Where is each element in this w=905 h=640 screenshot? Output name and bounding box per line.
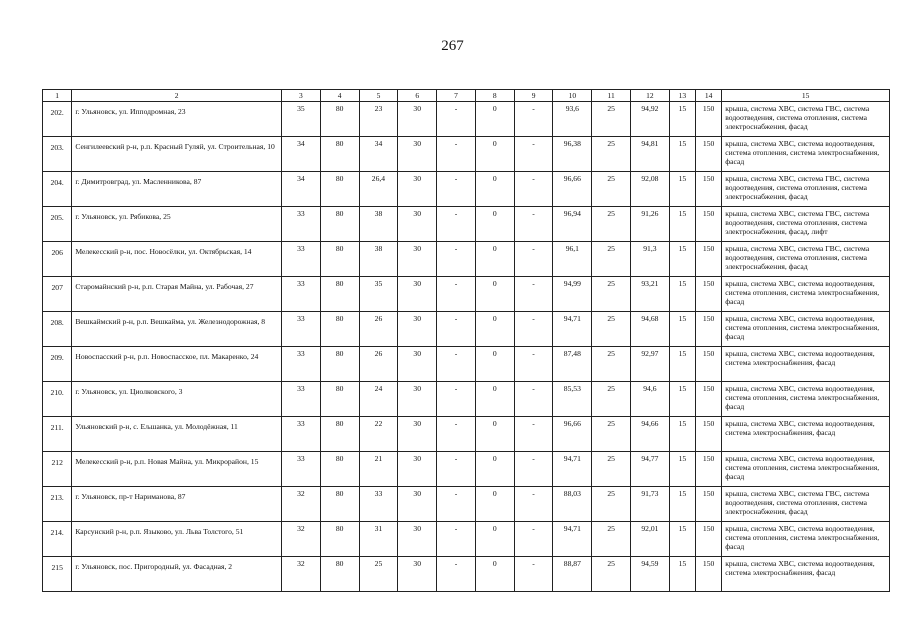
value-cell: 15 <box>669 102 695 137</box>
value-cell: 15 <box>669 312 695 347</box>
works-cell: крыша, система ХВС, система водоотведения, система отопления, система электроснабжения, фасад <box>722 137 890 172</box>
value-cell: 94,66 <box>631 417 670 452</box>
address-cell: Сенгилеевский р-н, р.п. Красный Гуляй, ул. Строительная, 10 <box>72 137 282 172</box>
column-header: 10 <box>553 90 592 102</box>
value-cell: 0 <box>475 487 514 522</box>
value-cell: 150 <box>696 277 722 312</box>
works-cell: крыша, система ХВС, система водоотведения, система электроснабжения, фасад <box>722 347 890 382</box>
value-cell: 38 <box>359 242 398 277</box>
value-cell: 15 <box>669 557 695 592</box>
value-cell: 96,66 <box>553 172 592 207</box>
value-cell: 33 <box>281 242 320 277</box>
value-cell: 30 <box>398 137 437 172</box>
table-row <box>43 417 890 452</box>
value-cell: - <box>514 207 553 242</box>
works-cell: крыша, система ХВС, система ГВС, система водоотведения, система отопления, система электроснабжения, фасад <box>722 172 890 207</box>
table-row <box>43 102 890 137</box>
value-cell: 15 <box>669 417 695 452</box>
works-cell: крыша, система ХВС, система ГВС, система водоотведения, система отопления, система электроснабжения, фасад <box>722 102 890 137</box>
value-cell: 150 <box>696 172 722 207</box>
value-cell: 80 <box>320 102 359 137</box>
table-row <box>43 452 890 487</box>
value-cell: - <box>437 487 476 522</box>
value-cell: 30 <box>398 487 437 522</box>
works-cell: крыша, система ХВС, система водоотведения, система отопления, система электроснабжения, фасад <box>722 277 890 312</box>
address-cell: Мелекесский р-н, пос. Новосёлки, ул. Октябрьская, 14 <box>72 242 282 277</box>
value-cell: 33 <box>281 277 320 312</box>
value-cell: 33 <box>281 347 320 382</box>
value-cell: 15 <box>669 487 695 522</box>
value-cell: 30 <box>398 347 437 382</box>
column-header: 2 <box>72 90 282 102</box>
value-cell: - <box>437 557 476 592</box>
value-cell: 35 <box>359 277 398 312</box>
column-header: 7 <box>437 90 476 102</box>
value-cell: 0 <box>475 382 514 417</box>
value-cell: 94,71 <box>553 452 592 487</box>
value-cell: 91,73 <box>631 487 670 522</box>
value-cell: 0 <box>475 557 514 592</box>
column-header: 8 <box>475 90 514 102</box>
value-cell: 150 <box>696 382 722 417</box>
row-number-cell: 207 <box>43 277 72 312</box>
value-cell: 30 <box>398 557 437 592</box>
column-header: 15 <box>722 90 890 102</box>
value-cell: 23 <box>359 102 398 137</box>
value-cell: 15 <box>669 522 695 557</box>
works-cell: крыша, система ХВС, система водоотведения, система отопления, система электроснабжения, фасад <box>722 522 890 557</box>
value-cell: 25 <box>592 487 631 522</box>
value-cell: - <box>514 312 553 347</box>
value-cell: 25 <box>592 102 631 137</box>
value-cell: 80 <box>320 172 359 207</box>
value-cell: 15 <box>669 452 695 487</box>
value-cell: 150 <box>696 452 722 487</box>
value-cell: 32 <box>281 487 320 522</box>
table-row <box>43 172 890 207</box>
value-cell: 80 <box>320 137 359 172</box>
value-cell: 15 <box>669 137 695 172</box>
value-cell: 25 <box>592 452 631 487</box>
table-row <box>43 522 890 557</box>
value-cell: - <box>514 242 553 277</box>
column-header: 14 <box>696 90 722 102</box>
value-cell: 150 <box>696 347 722 382</box>
value-cell: - <box>437 242 476 277</box>
value-cell: 94,99 <box>553 277 592 312</box>
value-cell: 32 <box>281 522 320 557</box>
value-cell: - <box>437 137 476 172</box>
value-cell: 80 <box>320 557 359 592</box>
row-number-cell: 208. <box>43 312 72 347</box>
value-cell: 15 <box>669 207 695 242</box>
row-number-cell: 215 <box>43 557 72 592</box>
value-cell: 30 <box>398 312 437 347</box>
value-cell: - <box>514 487 553 522</box>
works-cell: крыша, система ХВС, система ГВС, система водоотведения, система отопления, система электроснабжения, фасад <box>722 487 890 522</box>
value-cell: 15 <box>669 277 695 312</box>
value-cell: 96,66 <box>553 417 592 452</box>
works-cell: крыша, система ХВС, система водоотведения, система отопления, система электроснабжения, фасад <box>722 312 890 347</box>
value-cell: 80 <box>320 242 359 277</box>
value-cell: 93,21 <box>631 277 670 312</box>
value-cell: 30 <box>398 277 437 312</box>
address-cell: г. Ульяновск, ул. Ипподромная, 23 <box>72 102 282 137</box>
value-cell: 0 <box>475 522 514 557</box>
table-row <box>43 557 890 592</box>
value-cell: 80 <box>320 312 359 347</box>
value-cell: 96,94 <box>553 207 592 242</box>
table-header-row <box>43 90 890 102</box>
value-cell: - <box>514 277 553 312</box>
value-cell: 34 <box>359 137 398 172</box>
value-cell: 0 <box>475 452 514 487</box>
column-header: 6 <box>398 90 437 102</box>
value-cell: 150 <box>696 312 722 347</box>
value-cell: - <box>437 417 476 452</box>
column-header: 5 <box>359 90 398 102</box>
works-cell: крыша, система ХВС, система ГВС, система водоотведения, система отопления, система электроснабжения, фасад <box>722 242 890 277</box>
row-number-cell: 203. <box>43 137 72 172</box>
value-cell: 91,26 <box>631 207 670 242</box>
row-number-cell: 214. <box>43 522 72 557</box>
value-cell: - <box>437 522 476 557</box>
table-row <box>43 382 890 417</box>
value-cell: 80 <box>320 347 359 382</box>
column-header: 12 <box>631 90 670 102</box>
table-row <box>43 207 890 242</box>
value-cell: - <box>437 172 476 207</box>
address-cell: Вешкаймский р-н, р.п. Вешкайма, ул. Железнодорожная, 8 <box>72 312 282 347</box>
value-cell: 96,1 <box>553 242 592 277</box>
value-cell: 80 <box>320 382 359 417</box>
value-cell: 80 <box>320 487 359 522</box>
table-row <box>43 137 890 172</box>
value-cell: 150 <box>696 207 722 242</box>
row-number-cell: 209. <box>43 347 72 382</box>
value-cell: 94,59 <box>631 557 670 592</box>
value-cell: - <box>437 207 476 242</box>
value-cell: 96,38 <box>553 137 592 172</box>
value-cell: 25 <box>359 557 398 592</box>
table-row <box>43 242 890 277</box>
value-cell: 80 <box>320 277 359 312</box>
address-cell: г. Ульяновск, пос. Пригородный, ул. Фасадная, 2 <box>72 557 282 592</box>
value-cell: 92,08 <box>631 172 670 207</box>
value-cell: 92,97 <box>631 347 670 382</box>
value-cell: 80 <box>320 452 359 487</box>
value-cell: 30 <box>398 382 437 417</box>
row-number-cell: 212 <box>43 452 72 487</box>
value-cell: 25 <box>592 242 631 277</box>
value-cell: 33 <box>281 207 320 242</box>
value-cell: 22 <box>359 417 398 452</box>
value-cell: 33 <box>359 487 398 522</box>
value-cell: 25 <box>592 347 631 382</box>
address-cell: г. Ульяновск, пр-т Нариманова, 87 <box>72 487 282 522</box>
value-cell: 0 <box>475 102 514 137</box>
row-number-cell: 206 <box>43 242 72 277</box>
value-cell: 92,01 <box>631 522 670 557</box>
value-cell: - <box>514 557 553 592</box>
value-cell: 25 <box>592 207 631 242</box>
column-header: 9 <box>514 90 553 102</box>
value-cell: 0 <box>475 347 514 382</box>
value-cell: - <box>437 382 476 417</box>
value-cell: 15 <box>669 242 695 277</box>
row-number-cell: 211. <box>43 417 72 452</box>
address-cell: Новоспасский р-н, р.п. Новоспасское, пл. Макаренко, 24 <box>72 347 282 382</box>
data-table <box>42 89 890 592</box>
value-cell: 150 <box>696 557 722 592</box>
value-cell: 0 <box>475 207 514 242</box>
address-cell: Старомайнский р-н, р.п. Старая Майна, ул. Рабочая, 27 <box>72 277 282 312</box>
value-cell: 30 <box>398 172 437 207</box>
value-cell: - <box>514 102 553 137</box>
value-cell: 94,71 <box>553 312 592 347</box>
value-cell: 88,03 <box>553 487 592 522</box>
column-header: 3 <box>281 90 320 102</box>
value-cell: 25 <box>592 417 631 452</box>
address-cell: Мелекесский р-н, р.п. Новая Майна, ул. Микрорайон, 15 <box>72 452 282 487</box>
address-cell: г. Димитровград, ул. Масленникова, 87 <box>72 172 282 207</box>
table-row <box>43 312 890 347</box>
value-cell: 25 <box>592 172 631 207</box>
value-cell: 25 <box>592 557 631 592</box>
value-cell: 38 <box>359 207 398 242</box>
value-cell: 31 <box>359 522 398 557</box>
value-cell: - <box>437 277 476 312</box>
value-cell: 0 <box>475 242 514 277</box>
address-cell: г. Ульяновск, ул. Рябикова, 25 <box>72 207 282 242</box>
value-cell: - <box>514 382 553 417</box>
value-cell: 87,48 <box>553 347 592 382</box>
value-cell: - <box>514 347 553 382</box>
value-cell: - <box>514 137 553 172</box>
works-cell: крыша, система ХВС, система водоотведения, система отопления, система электроснабжения, фасад <box>722 452 890 487</box>
row-number-cell: 204. <box>43 172 72 207</box>
table-row <box>43 347 890 382</box>
value-cell: 15 <box>669 382 695 417</box>
value-cell: 0 <box>475 172 514 207</box>
works-cell: крыша, система ХВС, система водоотведения, система электроснабжения, фасад <box>722 417 890 452</box>
value-cell: 94,81 <box>631 137 670 172</box>
value-cell: 80 <box>320 417 359 452</box>
value-cell: - <box>514 172 553 207</box>
value-cell: 35 <box>281 102 320 137</box>
value-cell: 93,6 <box>553 102 592 137</box>
row-number-cell: 210. <box>43 382 72 417</box>
value-cell: 33 <box>281 417 320 452</box>
value-cell: 94,71 <box>553 522 592 557</box>
table-row <box>43 487 890 522</box>
value-cell: 25 <box>592 312 631 347</box>
value-cell: 25 <box>592 137 631 172</box>
value-cell: 94,6 <box>631 382 670 417</box>
value-cell: 94,68 <box>631 312 670 347</box>
value-cell: 25 <box>592 382 631 417</box>
value-cell: 30 <box>398 207 437 242</box>
value-cell: 15 <box>669 347 695 382</box>
value-cell: 91,3 <box>631 242 670 277</box>
value-cell: 32 <box>281 557 320 592</box>
address-cell: Ульяновский р-н, с. Ељшанка, ул. Молодёжная, 11 <box>72 417 282 452</box>
column-header: 4 <box>320 90 359 102</box>
value-cell: 0 <box>475 312 514 347</box>
value-cell: 80 <box>320 207 359 242</box>
value-cell: 0 <box>475 277 514 312</box>
value-cell: 30 <box>398 417 437 452</box>
value-cell: 150 <box>696 522 722 557</box>
value-cell: 85,53 <box>553 382 592 417</box>
value-cell: 150 <box>696 137 722 172</box>
value-cell: - <box>514 452 553 487</box>
address-cell: Карсунский р-н, р.п. Языково, ул. Льва Толстого, 51 <box>72 522 282 557</box>
value-cell: 34 <box>281 137 320 172</box>
value-cell: 30 <box>398 452 437 487</box>
works-cell: крыша, система ХВС, система водоотведения, система отопления, система электроснабжения, фасад <box>722 382 890 417</box>
value-cell: 33 <box>281 382 320 417</box>
value-cell: 26 <box>359 312 398 347</box>
value-cell: 88,87 <box>553 557 592 592</box>
value-cell: 80 <box>320 522 359 557</box>
value-cell: 150 <box>696 487 722 522</box>
column-header: 11 <box>592 90 631 102</box>
row-number-cell: 205. <box>43 207 72 242</box>
works-cell: крыша, система ХВС, система ГВС, система водоотведения, система отопления, система электроснабжения, фасад, лифт <box>722 207 890 242</box>
row-number-cell: 202. <box>43 102 72 137</box>
value-cell: 30 <box>398 522 437 557</box>
value-cell: 30 <box>398 102 437 137</box>
works-cell: крыша, система ХВС, система водоотведения, система электроснабжения, фасад <box>722 557 890 592</box>
value-cell: - <box>437 312 476 347</box>
value-cell: - <box>437 102 476 137</box>
value-cell: 25 <box>592 522 631 557</box>
value-cell: - <box>437 452 476 487</box>
value-cell: 25 <box>592 277 631 312</box>
value-cell: 26,4 <box>359 172 398 207</box>
value-cell: 94,92 <box>631 102 670 137</box>
column-header: 1 <box>43 90 72 102</box>
value-cell: 24 <box>359 382 398 417</box>
value-cell: 150 <box>696 242 722 277</box>
value-cell: - <box>514 417 553 452</box>
value-cell: - <box>437 347 476 382</box>
column-header: 13 <box>669 90 695 102</box>
value-cell: 26 <box>359 347 398 382</box>
value-cell: 150 <box>696 102 722 137</box>
value-cell: 34 <box>281 172 320 207</box>
value-cell: 30 <box>398 242 437 277</box>
address-cell: г. Ульяновск, ул. Циолковского, 3 <box>72 382 282 417</box>
value-cell: 33 <box>281 452 320 487</box>
value-cell: - <box>514 522 553 557</box>
value-cell: 0 <box>475 417 514 452</box>
row-number-cell: 213. <box>43 487 72 522</box>
value-cell: 33 <box>281 312 320 347</box>
table-row <box>43 277 890 312</box>
value-cell: 150 <box>696 417 722 452</box>
value-cell: 0 <box>475 137 514 172</box>
value-cell: 15 <box>669 172 695 207</box>
value-cell: 94,77 <box>631 452 670 487</box>
value-cell: 21 <box>359 452 398 487</box>
page-number: 267 <box>441 38 464 54</box>
